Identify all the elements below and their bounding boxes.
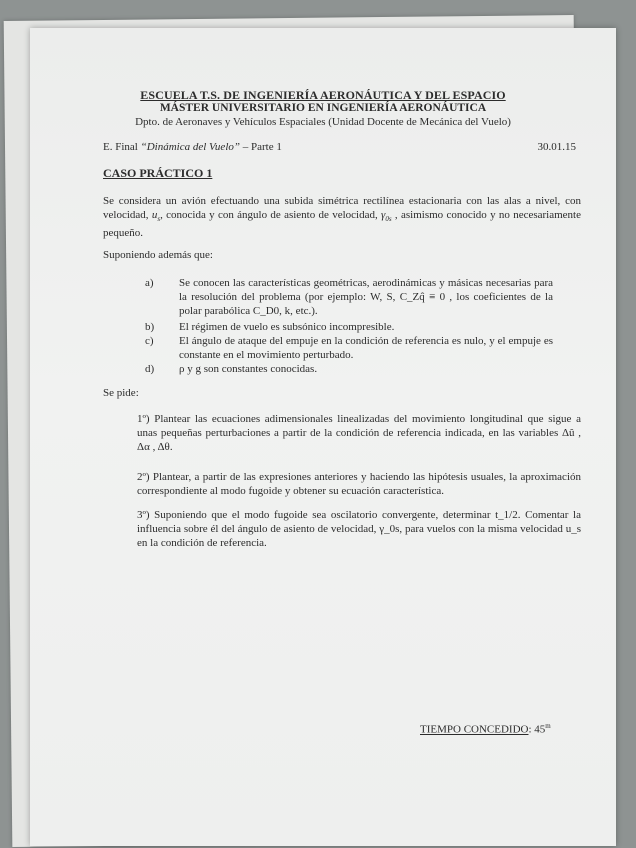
time-label: TIEMPO CONCEDIDO — [420, 723, 529, 736]
assumption-text: El ángulo de ataque del empuje en la condición de referencia es nulo, y el empuje es constante en el movimiento perturbado. — [179, 335, 553, 361]
department: Dpto. de Aeronaves y Vehículos Espaciales (Unidad Docente de Mecánica del Vuelo) — [135, 116, 511, 128]
time-allowed — [420, 722, 551, 736]
assumption-marker: c) — [145, 335, 154, 347]
assumption-text: Se conocen las características geométricas, aerodinámicas y másicas necesarias para la resolución del problema (por ejemplo: W, S, C_Zq̂ ≡ 0 , los coeficientes de la polar parabólica C_D0, k, etc.). — [179, 277, 553, 317]
var-u: u — [151, 209, 158, 221]
master-title: MÁSTER UNIVERSITARIO EN INGENIERÍA AERONÁUTICA — [159, 102, 487, 114]
suppose-label: Suponiendo además que: — [103, 249, 213, 261]
time-unit: m — [545, 722, 551, 730]
question-1: 1º) Plantear las ecuaciones adimensionales linealizadas del movimiento longitudinal que sigue a unas pequeñas perturbaciones a partir de la condición de referencia indicada, en las variables Δû , Δα , Δθ. — [137, 413, 581, 453]
time-value: : 45 — [528, 723, 546, 736]
intro-paragraph — [103, 194, 581, 240]
school-name: ESCUELA T.S. DE INGENIERÍA AERONÁUTICA Y DEL ESPACIO — [140, 88, 506, 102]
assumption-marker: b) — [145, 321, 155, 333]
intro-text-c: , conocida y con ángulo de asiento de velocidad, — [160, 209, 382, 221]
assumption-marker: d) — [145, 363, 155, 375]
exam-date: 30.01.15 — [537, 141, 576, 153]
assumption-marker: a) — [145, 277, 154, 289]
assumption-text: El régimen de vuelo es subsónico incompresible. — [179, 321, 395, 333]
intro-text-e: , asimismo conocido y no necesariamente pequeño. — [103, 209, 581, 240]
var-gamma-sub: 0s — [385, 215, 392, 224]
intro-text-a: Se considera un avión efectuando una subida simétrica rectilínea estacionaria con las alas a nivel, con velocidad, — [103, 195, 581, 221]
exam-part: – Parte 1 — [242, 141, 282, 153]
exam-subject: “Dinámica del Vuelo” — [140, 141, 240, 153]
var-gamma: γ — [381, 209, 386, 221]
question-2: 2º) Plantear, a partir de las expresiones anteriores y haciendo las hipótesis usuales, la aproximación correspondiente al modo fugoide y obtener su ecuación característica. — [137, 471, 581, 497]
asks-label: Se pide: — [103, 387, 139, 399]
var-u-sub: s — [157, 215, 161, 224]
exam-prefix: E. Final — [103, 141, 138, 153]
exam-sheet — [30, 28, 616, 846]
assumption-text: ρ y g son constantes conocidas. — [179, 363, 318, 375]
question-3: 3º) Suponiendo que el modo fugoide sea oscilatorio convergente, determinar t_1/2. Comentar la influencia sobre él del ángulo de asiento de velocidad, γ_0s, para vuelos con la misma velocidad u_s en la condición de referencia. — [137, 509, 581, 549]
exam-title — [103, 140, 282, 154]
case-title: CASO PRÁCTICO 1 — [103, 166, 213, 180]
